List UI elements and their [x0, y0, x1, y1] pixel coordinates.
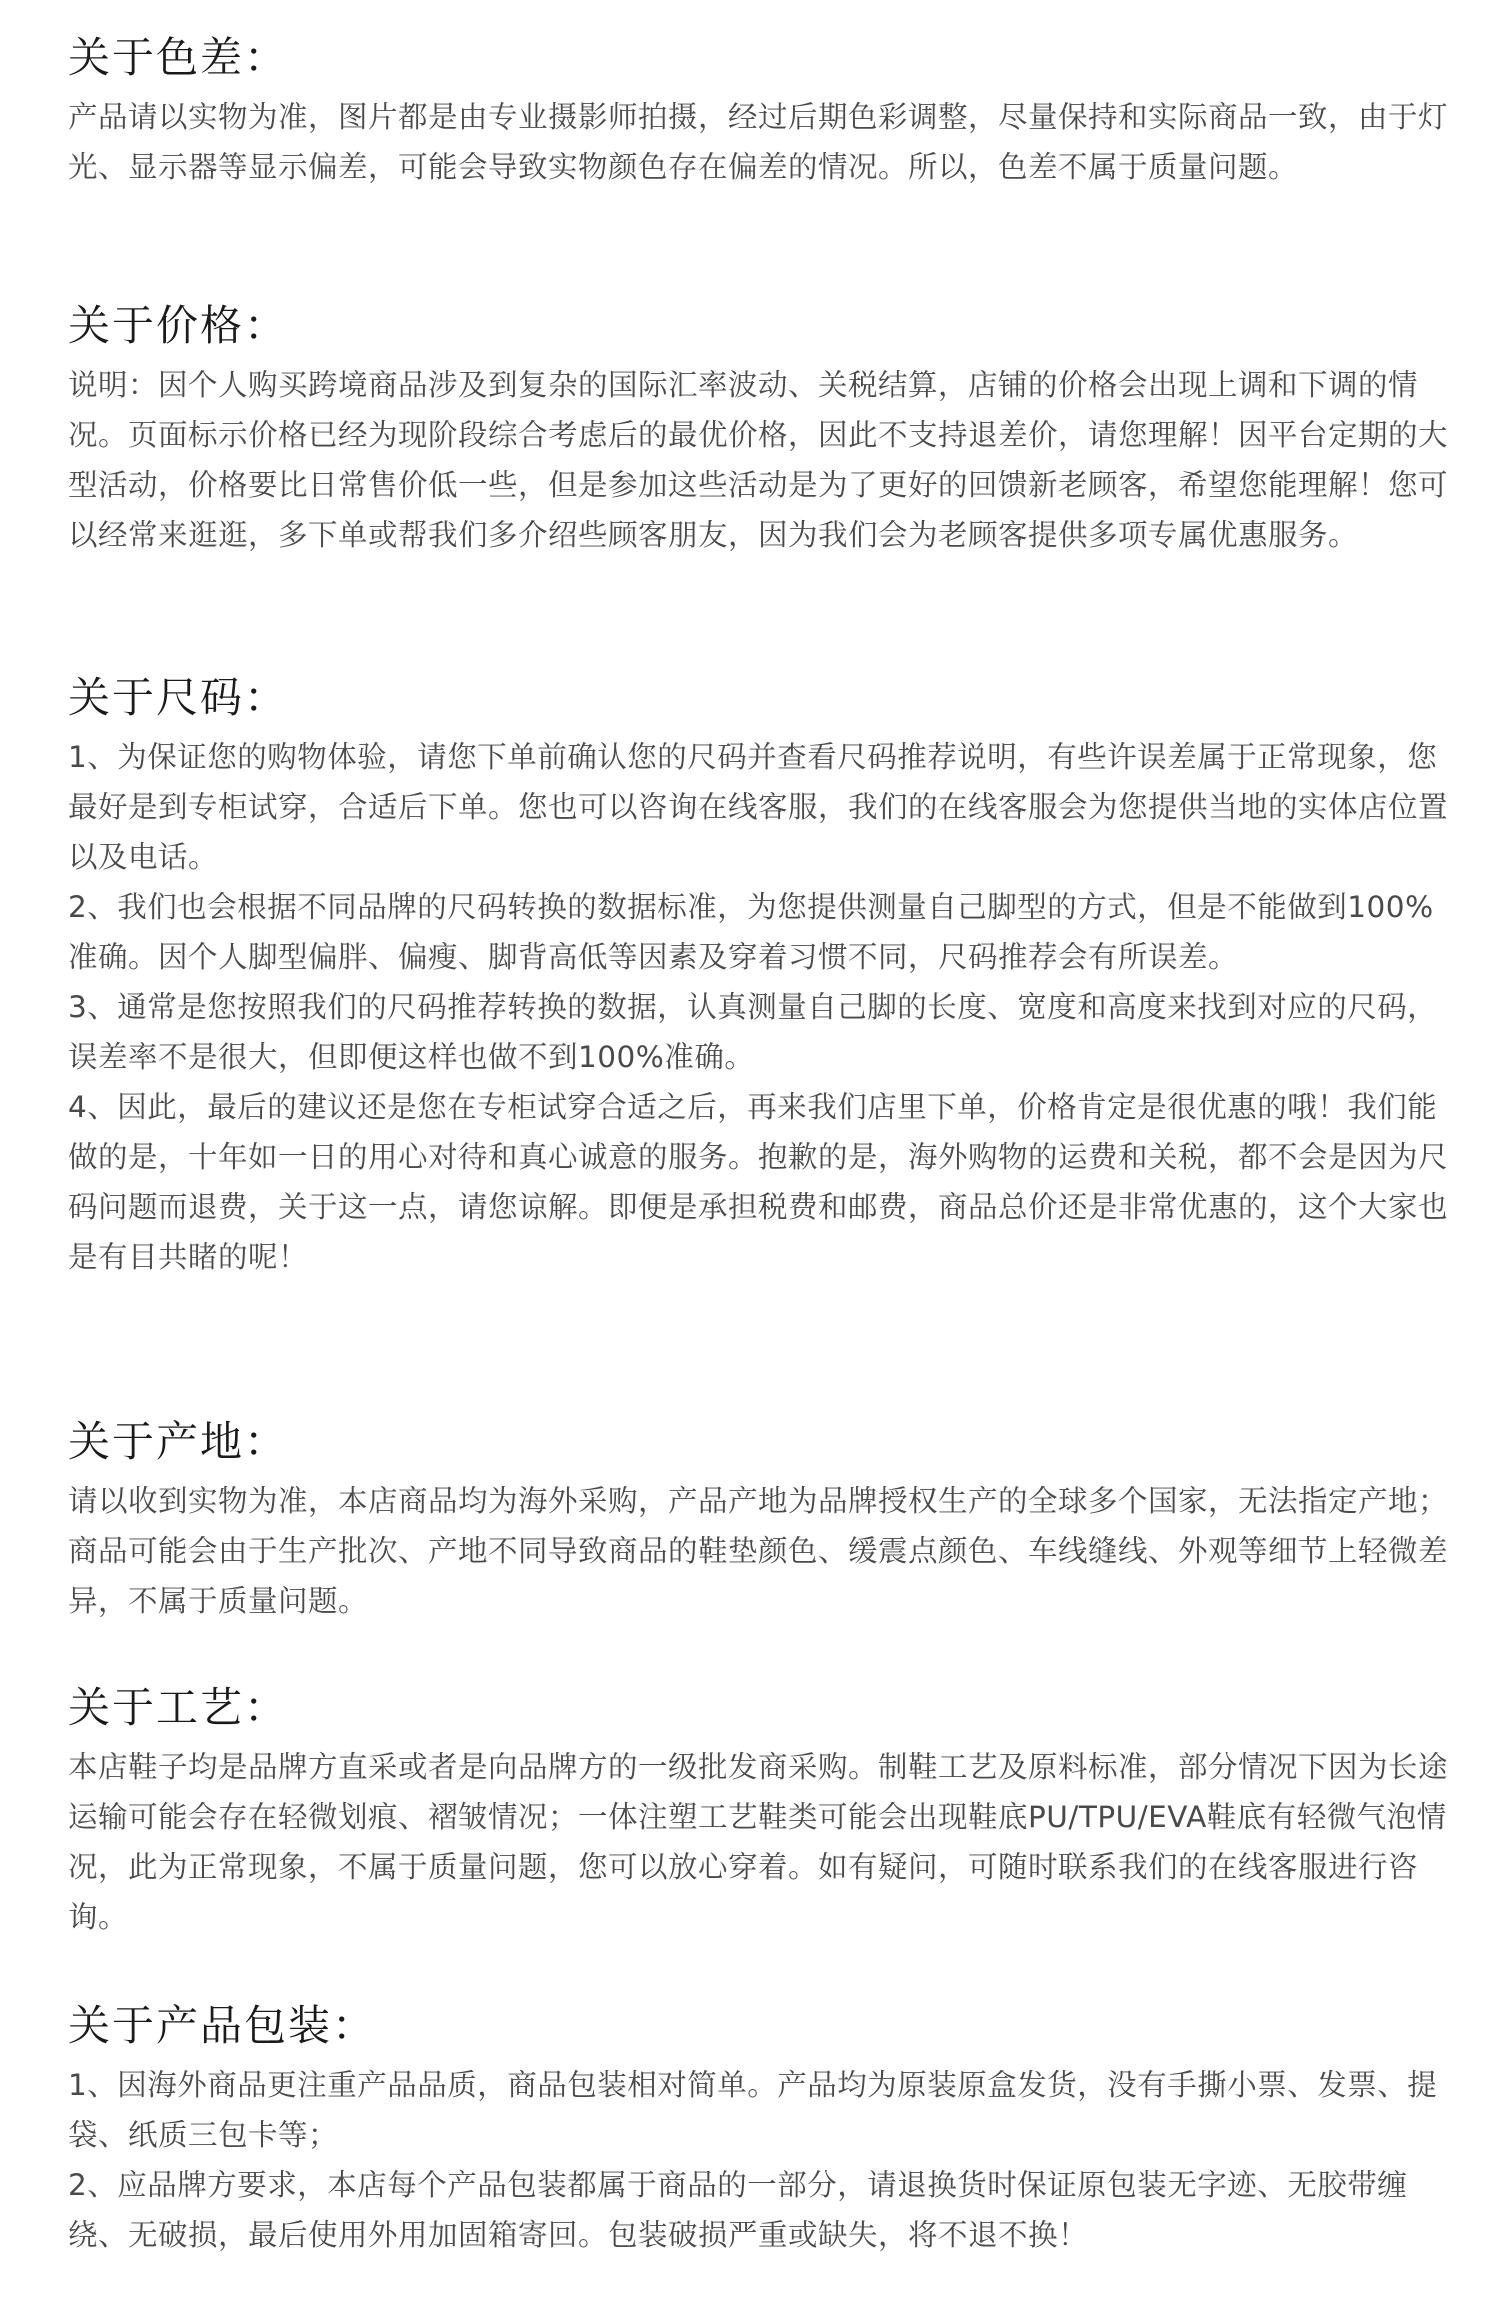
section-paragraph: 说明：因个人购买跨境商品涉及到复杂的国际汇率波动、关税结算，店铺的价格会出现上调和下调的情况。页面标示价格已经为现阶段综合考虑后的最优价格，因此不支持退差价，请您理解！因平台定期的大型活动，价格要比日常售价低一些，但是参加这些活动是为了更好的回馈新老顾客，希望您能理解！您可以经常来逛逛，多下单或帮我们多介绍些顾客朋友，因为我们会为老顾客提供多项专属优惠服务。: [68, 368, 1449, 552]
section-title: 关于尺码：: [68, 673, 289, 722]
section-paragraph: 3、通常是您按照我们的尺码推荐转换的数据，认真测量自己脚的长度、宽度和高度来找到对应的尺码，误差率不是很大，但即便这样也做不到100%准确。: [68, 990, 1438, 1074]
section-paragraph: 4、因此，最后的建议还是您在专柜试穿合适之后，再来我们店里下单，价格肯定是很优惠的哦！我们能做的是，十年如一日的用心对待和真心诚意的服务。抱歉的是，海外购物的运费和关税，都不会是因为尺码问题而退费，关于这一点，请您谅解。即便是承担税费和邮费，商品总价还是非常优惠的，这个大家也是有目共睹的呢！: [68, 1090, 1449, 1274]
section-title: 关于色差：: [68, 33, 289, 82]
section-paragraph: 2、应品牌方要求，本店每个产品包装都属于商品的一部分，请退换货时保证原包装无字迹、无胶带缠绕、无破损，最后使用外用加固箱寄回。包装破损严重或缺失，将不退不换！: [68, 2168, 1408, 2252]
section-paragraph: 请以收到实物为准，本店商品均为海外采购，产品产地为品牌授权生产的全球多个国家，无法指定产地；商品可能会由于生产批次、产地不同导致商品的鞋垫颜色、缓震点颜色、车线缝线、外观等细节上轻微差异，不属于质量问题。: [68, 1484, 1449, 1618]
section-paragraph: 2、我们也会根据不同品牌的尺码转换的数据标准，为您提供测量自己脚型的方式，但是不能做到100%准确。因个人脚型偏胖、偏瘦、脚背高低等因素及穿着习惯不同，尺码推荐会有所误差。: [68, 890, 1434, 974]
section-paragraph: 产品请以实物为准，图片都是由专业摄影师拍摄，经过后期色彩调整，尽量保持和实际商品一致，由于灯光、显示器等显示偏差，可能会导致实物颜色存在偏差的情况。所以，色差不属于质量问题。: [68, 100, 1449, 184]
section-color-difference: [68, 30, 1448, 192]
section-title: 关于工艺：: [68, 1683, 289, 1732]
section-paragraph: 本店鞋子均是品牌方直采或者是向品牌方的一级批发商采购。制鞋工艺及原料标准，部分情况下因为长途运输可能会存在轻微划痕、褶皱情况；一体注塑工艺鞋类可能会出现鞋底PU/TPU/EVA鞋底有轻微气泡情况，此为正常现象，不属于质量问题，您可以放心穿着。如有疑问，可随时联系我们的在线客服进行咨询。: [68, 1750, 1449, 1934]
section-paragraph: 1、为保证您的购物体验，请您下单前确认您的尺码并查看尺码推荐说明，有些许误差属于正常现象，您最好是到专柜试穿，合适后下单。您也可以咨询在线客服，我们的在线客服会为您提供当地的实体店位置以及电话。: [68, 740, 1449, 874]
section-craftsmanship: [68, 1680, 1448, 1942]
section-size: [68, 670, 1448, 1282]
section-origin: [68, 1414, 1448, 1626]
section-paragraph: 1、因海外商品更注重产品品质，商品包装相对简单。产品均为原装原盒发货，没有手撕小票、发票、提袋、纸质三包卡等；: [68, 2068, 1438, 2152]
section-price: [68, 298, 1448, 560]
section-packaging: [68, 1998, 1448, 2260]
section-title: 关于产品包装：: [68, 2001, 377, 2050]
section-title: 关于产地：: [68, 1417, 289, 1466]
section-title: 关于价格：: [68, 301, 289, 350]
